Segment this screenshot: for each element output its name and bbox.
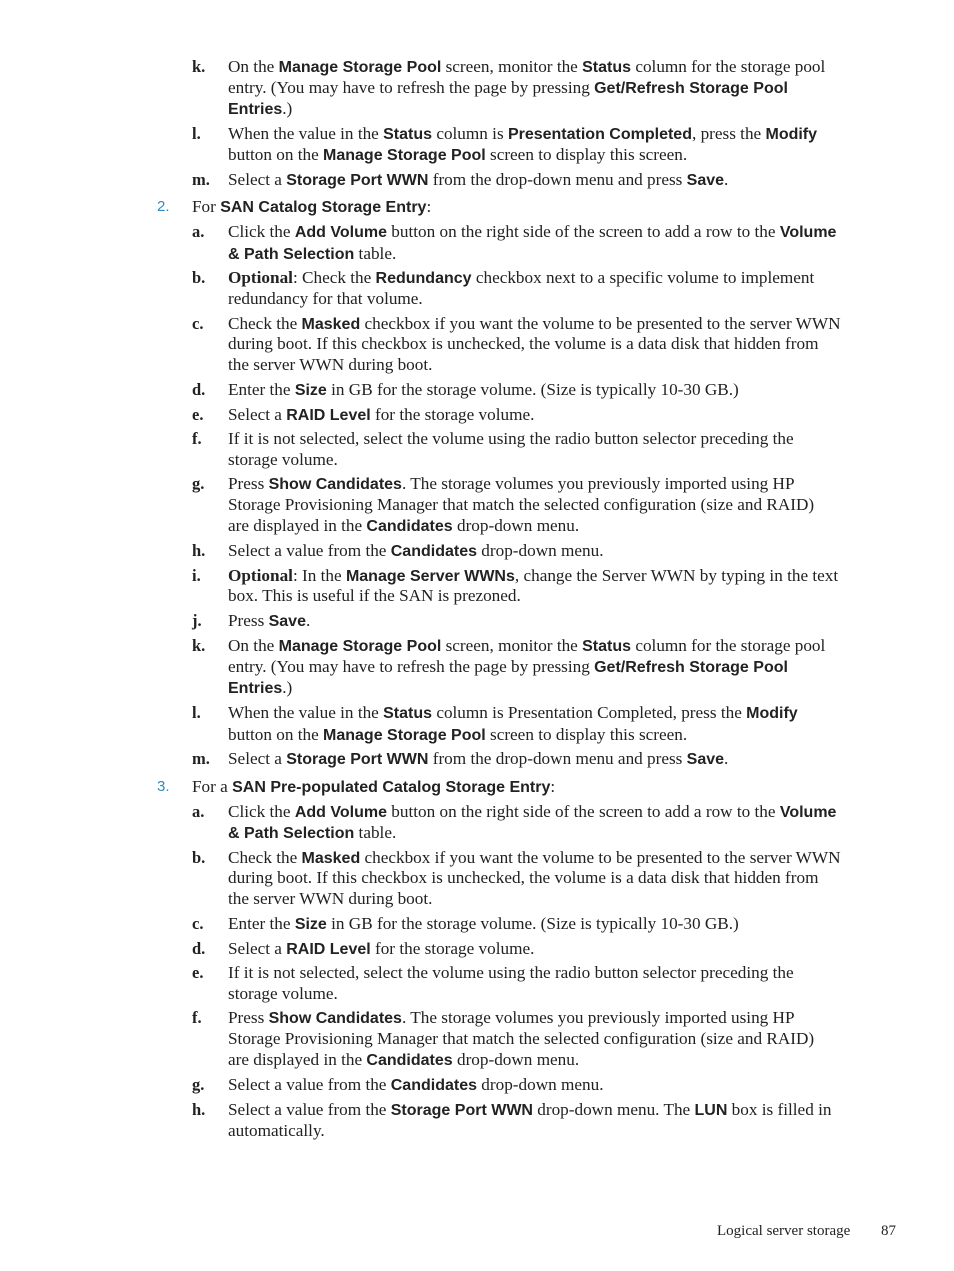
text-run: button on the right side of the screen to add a row to the <box>387 222 780 241</box>
ui-term: Modify <box>746 705 798 722</box>
page-number: 87 <box>881 1223 896 1239</box>
ui-term: Candidates <box>390 1077 477 1094</box>
text-run: screen, monitor the <box>441 57 583 76</box>
list-letter: b. <box>192 848 206 867</box>
ui-term: Save <box>686 751 725 768</box>
ui-term: Manage Server WWNs <box>345 568 515 585</box>
text-run: column for the storage pool <box>631 636 826 655</box>
text-run: entry. (You may have to refresh the page by pressing <box>228 78 595 97</box>
text-line <box>228 144 687 166</box>
text-run: Storage Provisioning Manager that match the selected configuration (size and RAID) <box>228 1029 815 1048</box>
text-run: storage volume. <box>228 450 338 469</box>
list-letter: b. <box>192 268 206 287</box>
list-letter: a. <box>192 802 205 821</box>
text-run: checkbox if you want the volume to be presented to the server WWN <box>360 848 841 867</box>
text-run: are displayed in the <box>228 516 367 535</box>
text-line <box>228 962 794 983</box>
text-run: column for the storage pool <box>631 57 826 76</box>
text-run: drop-down menu. <box>452 516 580 535</box>
ui-term: RAID Level <box>286 941 371 958</box>
emphasis-text: Optional <box>228 268 293 287</box>
text-run: On the <box>228 636 279 655</box>
text-run: On the <box>228 57 279 76</box>
text-run: box. This is useful if the SAN is prezoned. <box>228 586 521 605</box>
ui-term: Status <box>383 705 433 722</box>
list-letter: g. <box>192 1075 205 1094</box>
text-line <box>228 1049 579 1071</box>
text-run: , change the Server WWN by typing in the text <box>514 566 839 585</box>
ui-term: Candidates <box>366 1052 453 1069</box>
ui-term: Manage Storage Pool <box>323 147 486 164</box>
text-run: table. <box>354 823 397 842</box>
ui-term: Candidates <box>366 518 453 535</box>
text-run: Press <box>228 1008 269 1027</box>
ui-term: SAN Catalog Storage Entry <box>220 199 427 216</box>
list-letter: c. <box>192 914 204 933</box>
text-run: drop-down menu. <box>477 541 604 560</box>
ui-term: Masked <box>301 316 361 333</box>
text-run: : In the <box>292 566 346 585</box>
text-run: drop-down menu. <box>477 1075 604 1094</box>
text-run: table. <box>354 244 397 263</box>
text-run: column is Presentation Completed, press the <box>432 703 747 722</box>
text-run: Check the <box>228 848 302 867</box>
text-line <box>228 1007 795 1029</box>
ui-term: & Path Selection <box>228 246 355 263</box>
text-run: If it is not selected, select the volume using the radio button selector preceding the <box>228 429 794 448</box>
list-letter: l. <box>192 703 201 722</box>
text-run: Check the <box>228 314 302 333</box>
text-line <box>228 473 795 495</box>
text-run: Select a value from the <box>228 1075 391 1094</box>
ui-term: Volume <box>779 224 837 241</box>
ui-term: Save <box>686 172 725 189</box>
text-run: automatically. <box>228 1121 325 1140</box>
text-line <box>228 677 292 699</box>
ui-term: Status <box>582 59 632 76</box>
text-line <box>228 748 728 770</box>
text-run: Storage Provisioning Manager that match the selected configuration (size and RAID) <box>228 495 815 514</box>
text-line <box>228 494 814 515</box>
text-line <box>228 515 579 537</box>
text-run: redundancy for that volume. <box>228 289 423 308</box>
list-letter: f. <box>192 1008 202 1027</box>
list-letter: k. <box>192 636 206 655</box>
ui-term: SAN Pre-populated Catalog Storage Entry <box>232 779 551 796</box>
text-run: during boot. If this checkbox is unchecked, the volume is a data disk that hidden from <box>228 868 819 887</box>
text-line <box>228 801 836 823</box>
list-letter: m. <box>192 749 210 768</box>
text-run: storage volume. <box>228 984 338 1003</box>
ui-term: Add Volume <box>294 224 387 241</box>
ui-term: Storage Port WWN <box>286 172 429 189</box>
ui-term: Save <box>268 613 306 630</box>
list-letter: m. <box>192 170 210 189</box>
list-letter: l. <box>192 124 201 143</box>
text-line <box>228 635 825 657</box>
text-run: Select a value from the <box>228 1100 391 1119</box>
text-line <box>228 123 817 145</box>
emphasis-text: Optional <box>228 566 293 585</box>
text-line <box>228 913 739 935</box>
text-line <box>228 98 292 120</box>
ui-term: Add Volume <box>294 804 387 821</box>
text-line <box>228 656 788 678</box>
text-run: Select a <box>228 405 287 424</box>
ui-term: Redundancy <box>375 270 472 287</box>
text-run: : Check the <box>292 268 376 287</box>
text-line <box>228 428 794 449</box>
text-line <box>228 867 818 888</box>
text-line <box>228 610 310 632</box>
ui-term: Manage Storage Pool <box>278 59 442 76</box>
text-run: screen, monitor the <box>441 636 583 655</box>
text-line <box>228 313 841 335</box>
ui-term: Get/Refresh Storage Pool <box>594 659 788 676</box>
text-run: in GB for the storage volume. (Size is typically 10-30 GB.) <box>326 380 739 399</box>
text-line <box>228 1028 814 1049</box>
text-run: Press <box>228 611 269 630</box>
ui-term: Size <box>294 382 327 399</box>
text-line <box>228 888 432 909</box>
text-run: If it is not selected, select the volume using the radio button selector preceding the <box>228 963 794 982</box>
ui-term: Get/Refresh Storage Pool <box>594 80 788 97</box>
text-line <box>192 196 431 218</box>
ui-term: Volume <box>779 804 837 821</box>
list-letter: i. <box>192 566 201 585</box>
text-line <box>228 1099 831 1121</box>
text-run: from the drop-down menu and press <box>428 749 687 768</box>
ui-term: RAID Level <box>286 407 371 424</box>
ui-term: Manage Storage Pool <box>323 727 486 744</box>
text-run: entry. (You may have to refresh the page by pressing <box>228 657 595 676</box>
text-line <box>228 585 521 606</box>
ui-term: Candidates <box>390 543 477 560</box>
ui-term: Modify <box>765 126 818 143</box>
text-run: . <box>724 749 729 768</box>
text-line <box>228 847 841 869</box>
list-letter: f. <box>192 429 202 448</box>
text-run: screen to display this screen. <box>485 725 688 744</box>
text-run: button on the right side of the screen to add a row to the <box>387 802 780 821</box>
list-letter: a. <box>192 222 205 241</box>
ui-term: Status <box>582 638 632 655</box>
text-line <box>228 379 739 401</box>
text-run: .) <box>282 678 293 697</box>
ui-term: & Path Selection <box>228 825 355 842</box>
text-run: drop-down menu. <box>452 1050 580 1069</box>
text-run: For a <box>192 777 233 796</box>
text-run: Press <box>228 474 269 493</box>
text-run: Enter the <box>228 914 295 933</box>
text-line <box>228 565 838 587</box>
text-run: Select a <box>228 170 287 189</box>
text-run: Select a value from the <box>228 541 391 560</box>
text-line <box>228 77 788 99</box>
text-line <box>228 404 534 426</box>
text-line <box>228 702 798 724</box>
text-run: Enter the <box>228 380 295 399</box>
text-run: . The storage volumes you previously imported using HP <box>401 1008 795 1027</box>
ui-term: Entries <box>228 101 283 118</box>
list-letter: d. <box>192 939 206 958</box>
list-letter: k. <box>192 57 206 76</box>
list-letter: h. <box>192 1100 206 1119</box>
list-letter: h. <box>192 541 206 560</box>
text-run: checkbox next to a specific volume to implement <box>471 268 815 287</box>
ui-term: Manage Storage Pool <box>278 638 442 655</box>
footer-section-title: Logical server storage <box>717 1223 851 1239</box>
text-line <box>228 333 818 354</box>
text-line <box>228 221 836 243</box>
text-line <box>228 540 604 562</box>
ui-term: Status <box>383 126 433 143</box>
text-line <box>228 822 396 844</box>
text-run: checkbox if you want the volume to be presented to the server WWN <box>360 314 841 333</box>
ui-term: Presentation Completed <box>507 126 692 143</box>
text-line <box>228 56 825 78</box>
text-run: from the drop-down menu and press <box>428 170 687 189</box>
text-run: for the storage volume. <box>370 939 535 958</box>
text-line <box>228 169 728 191</box>
ui-term: LUN <box>694 1102 728 1119</box>
list-letter: e. <box>192 405 204 424</box>
text-run: , press the <box>691 124 766 143</box>
text-run: button on the <box>228 145 324 164</box>
list-letter: e. <box>192 963 204 982</box>
text-run: When the value in the <box>228 124 384 143</box>
text-run: during boot. If this checkbox is unchecked, the volume is a data disk that hidden from <box>228 334 819 353</box>
ui-term: Size <box>294 916 327 933</box>
text-run: drop-down menu. The <box>532 1100 695 1119</box>
ui-term: Storage Port WWN <box>390 1102 533 1119</box>
ui-term: Entries <box>228 680 283 697</box>
text-run: . <box>305 611 311 630</box>
text-run: When the value in the <box>228 703 384 722</box>
text-line <box>228 354 432 375</box>
text-line <box>228 938 534 960</box>
text-line <box>192 776 555 798</box>
text-run: for the storage volume. <box>370 405 535 424</box>
ui-term: Show Candidates <box>268 1010 402 1027</box>
text-line <box>228 449 338 470</box>
text-line <box>228 243 396 265</box>
text-line <box>228 983 338 1004</box>
list-number: 2. <box>157 198 170 215</box>
text-run: the server WWN during boot. <box>228 355 433 374</box>
text-run: .) <box>282 99 293 118</box>
text-run: in GB for the storage volume. (Size is typically 10-30 GB.) <box>326 914 739 933</box>
text-run: button on the <box>228 725 324 744</box>
text-run: Click the <box>228 222 295 241</box>
text-run: : <box>550 777 556 796</box>
list-letter: d. <box>192 380 206 399</box>
text-line <box>228 724 687 746</box>
list-letter: c. <box>192 314 204 333</box>
text-run: . <box>724 170 729 189</box>
ui-term: Show Candidates <box>268 476 402 493</box>
text-run: For <box>192 197 221 216</box>
list-letter: j. <box>192 611 202 630</box>
ui-term: Masked <box>301 850 361 867</box>
text-run: column is <box>432 124 508 143</box>
text-run: are displayed in the <box>228 1050 367 1069</box>
text-run: box is filled in <box>727 1100 832 1119</box>
list-number: 3. <box>157 778 170 795</box>
text-line <box>228 1074 604 1096</box>
text-run: : <box>426 197 432 216</box>
text-line <box>228 1120 325 1141</box>
text-line <box>228 288 423 309</box>
text-run: . The storage volumes you previously imported using HP <box>401 474 795 493</box>
ui-term: Storage Port WWN <box>286 751 429 768</box>
list-letter: g. <box>192 474 205 493</box>
text-run: Click the <box>228 802 295 821</box>
text-run: the server WWN during boot. <box>228 889 433 908</box>
text-line <box>228 267 814 289</box>
text-run: screen to display this screen. <box>485 145 688 164</box>
text-run: Select a <box>228 749 287 768</box>
text-run: Select a <box>228 939 287 958</box>
